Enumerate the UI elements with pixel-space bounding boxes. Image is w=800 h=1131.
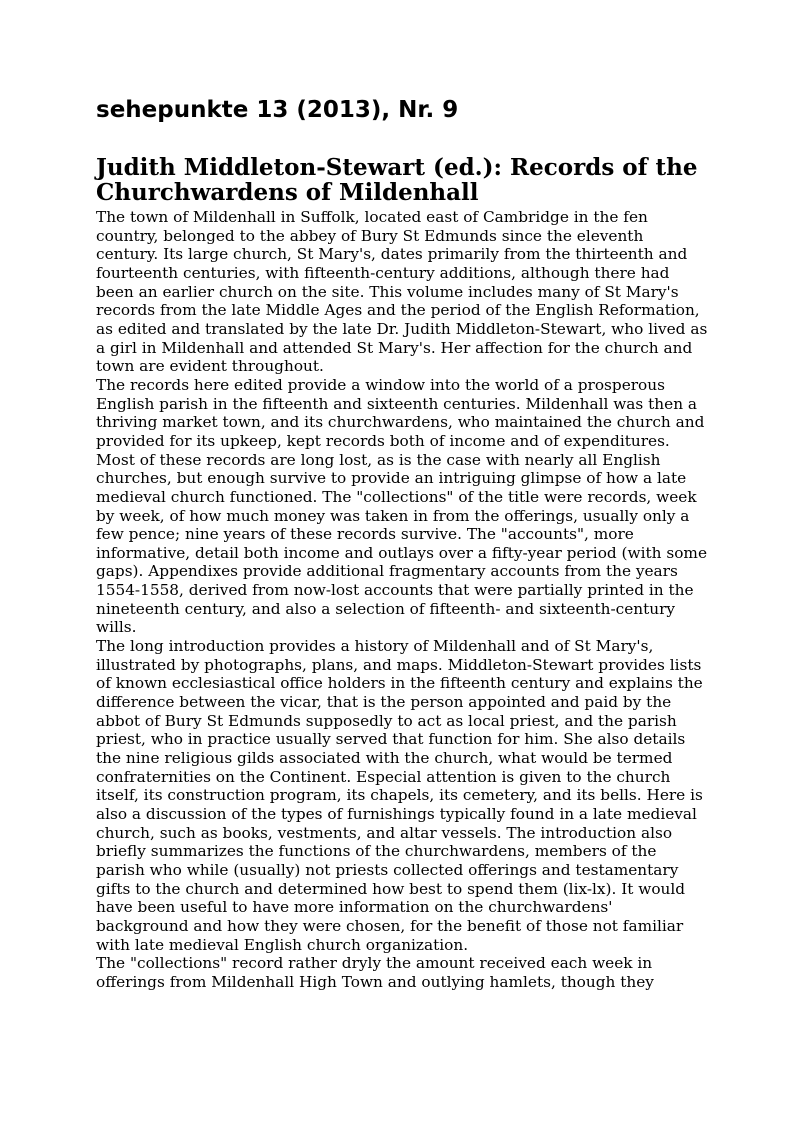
paragraph: The records here edited provide a window into the world of a prosperous English parish in the fifteenth and sixteenth centuries. Mildenhall was then a thriving market town, and its churchwardens, who maintained the church and provided for its upkeep, kept records both of income and of expenditures. Most of these records are long lost, as is the case with nearly all English churches, but enough survive to provide an intriguing glimpse of how a late medieval church functioned. The "collections" of the title were records, week by week, of how much money was taken in from the offerings, usually only a few pence; nine years of these records survive. The "accounts", more informative, detail both income and outlays over a fifty-year period (with some gaps). Appendixes provide additional fragmentary accounts from the years 1554-1558, derived from now-lost accounts that were partially printed in the nineteenth century, and also a selection of fifteenth- and sixteenth-century wills. xyxy=(96,375,707,637)
paragraph: The town of Mildenhall in Suffolk, located east of Cambridge in the fen country, belonged to the abbey of Bury St Edmunds since the eleventh century. Its large church, St Mary's, dates primarily from the thirteenth and fourteenth centuries, with fifteenth-century additions, although there had been an earlier church on the site. This volume includes many of St Mary's records from the late Middle Ages and the period of the English Reformation, as edited and translated by the late Dr. Judith Middleton-Stewart, who lived as a girl in Mildenhall and attended St Mary's. Her affection for the church and town are evident throughout. xyxy=(96,208,708,376)
journal-heading: sehepunkte 13 (2013), Nr. 9 xyxy=(96,97,459,123)
paragraph: The long introduction provides a history of Mildenhall and of St Mary's, illustrated by photographs, plans, and maps. Middleton-Stewart provides lists of known ecclesiastical office holders in the fifteenth century and explains the difference between the vicar, that is the person appointed and paid by the abbot of Bury St Edmunds supposedly to act as local priest, and the parish priest, who in practice usually served that function for him. She also details the nine religious gilds associated with the church, what would be termed confraternities on the Continent. Especial attention is given to the church itself, its construction program, its chapels, its cemetery, and its bells. Here is also a discussion of the types of furnishings typically found in a late medieval church, such as books, vestments, and altar vessels. The introduction also briefly summarizes the functions of the churchwardens, members of the parish who while (usually) not priests collected offerings and testamentary gifts to the church and determined how best to spend them (lix-lx). It would have been useful to have more information on the churchwardens' background and how they were chosen, for the benefit of those not familiar with late medieval English church organization. xyxy=(96,637,703,954)
document-page xyxy=(96,96,708,992)
paragraph: The "collections" record rather dryly the amount received each week in offerings from Mildenhall High Town and outlying hamlets, though they xyxy=(96,954,654,991)
review-title: Judith Middleton-Stewart (ed.): Records of the Churchwardens of Mildenhall xyxy=(96,154,698,206)
review-body xyxy=(96,208,708,992)
